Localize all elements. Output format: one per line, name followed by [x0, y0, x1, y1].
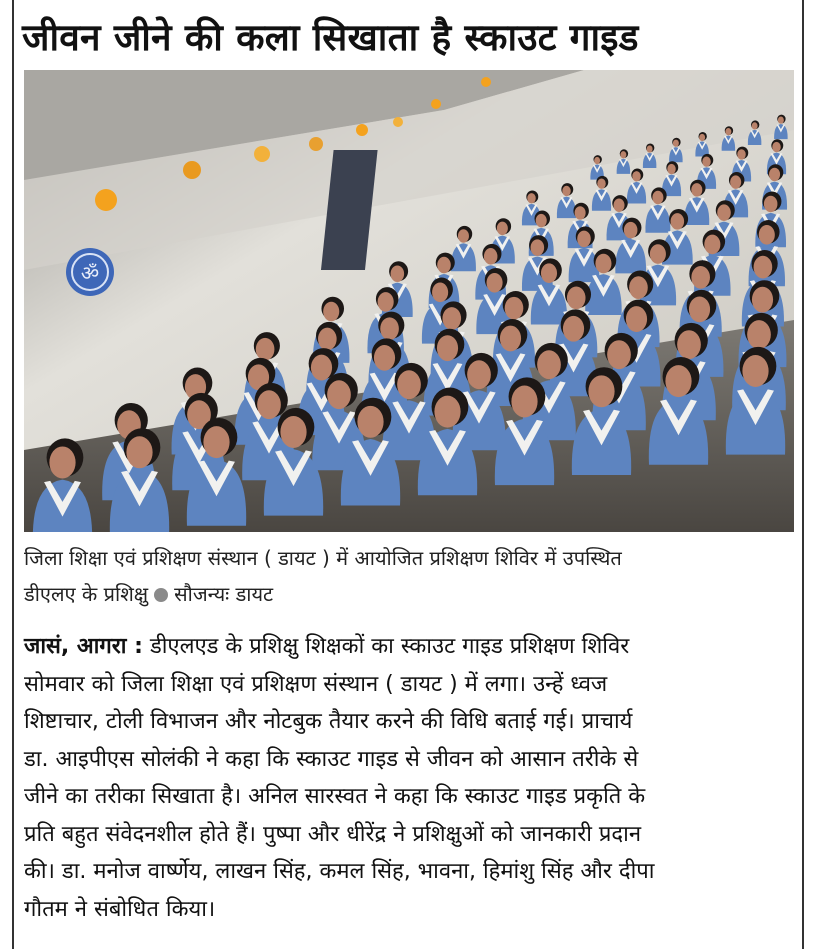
- student-face: [673, 140, 679, 147]
- student-face: [318, 328, 337, 351]
- student-face: [378, 292, 394, 312]
- student-face: [531, 239, 545, 256]
- student-face: [742, 355, 768, 387]
- student-face: [747, 320, 771, 349]
- student-face: [327, 380, 351, 409]
- wall-emblem: [66, 248, 114, 296]
- student-face: [624, 222, 638, 239]
- student-face: [536, 214, 547, 227]
- caption-line-2: [24, 576, 794, 612]
- student-face: [717, 204, 731, 221]
- news-photo: [24, 70, 794, 532]
- student-face: [752, 287, 773, 313]
- student-face: [691, 183, 702, 196]
- student-face: [562, 186, 571, 196]
- student-face: [467, 360, 491, 389]
- student-face: [595, 254, 611, 274]
- student-face: [437, 257, 451, 274]
- student-face: [567, 287, 586, 310]
- student-face: [374, 345, 395, 371]
- article-line: जीने का तरीका सिखाता है। अनिल सारस्वत ने कहा कि स्काउट गाइड प्रकृति के: [24, 784, 646, 809]
- student-face: [577, 231, 591, 248]
- student-face: [380, 317, 399, 340]
- student-face: [484, 248, 498, 265]
- caption-line-1: जिला शिक्षा एवं प्रशिक्षण संस्थान ( डायट ) में आयोजित प्रशिक्षण शिविर में उपस्थित: [24, 546, 622, 570]
- dateline: जासं, आगरा :: [24, 634, 143, 659]
- student-face: [357, 406, 383, 438]
- student-face: [311, 355, 332, 381]
- student-face: [500, 326, 521, 352]
- student-face: [702, 157, 711, 167]
- student-face: [778, 116, 784, 123]
- student-face: [691, 266, 710, 289]
- student-face: [434, 396, 460, 428]
- student-face: [588, 375, 614, 407]
- svg-text:ॐ: ॐ: [80, 261, 100, 285]
- student-face: [442, 307, 461, 330]
- bullet-dot-icon: [154, 588, 168, 602]
- caption-line-2-text: डीएलए के प्रशिक्षु: [24, 582, 149, 606]
- article-line: सोमवार को जिला शिक्षा एवं प्रशिक्षण संस्थान ( डायट ) में लगा। उन्हें ध्वज: [24, 671, 608, 697]
- student-face: [769, 168, 780, 181]
- student-face: [613, 199, 624, 212]
- student-face: [203, 426, 229, 458]
- student-face: [699, 134, 705, 141]
- student-face: [754, 256, 773, 279]
- article-line: गौतम ने संबोधित किया।: [24, 896, 216, 922]
- article-line-1-rest: डीएलएड के प्रशिक्षु शिक्षकों का स्काउट गाइड प्रशिक्षण शिविर: [149, 634, 630, 659]
- student-face: [511, 385, 537, 417]
- photo-credit: सौजन्यः डायट: [174, 582, 274, 606]
- article-line: डा. आइपीएस सोलंकी ने कहा कि स्काउट गाइड से जीवन को आसान तरीके से: [24, 746, 639, 772]
- student-face: [537, 350, 561, 379]
- student-face: [704, 235, 720, 255]
- student-face: [256, 338, 275, 361]
- student-face: [563, 316, 584, 342]
- student-face: [437, 335, 458, 361]
- student-face: [49, 446, 75, 478]
- student-face: [487, 273, 503, 293]
- student-face: [689, 296, 710, 322]
- student-face: [671, 213, 685, 230]
- student-face: [620, 151, 626, 158]
- student-face: [391, 266, 405, 283]
- student-face: [752, 122, 758, 129]
- article-line: प्रति बहुत संवेदनशील होते हैं। पुष्पा और धीरेंद्र ने प्रशिक्षुओं को जानकारी प्रदान: [24, 821, 642, 847]
- student-face: [647, 145, 653, 152]
- student-face: [594, 157, 600, 164]
- article-line: की। डा. मनोज वार्ष्णेय, लाखन सिंह, कमल सिंह, भावना, हिमांशु सिंह और दीपा: [24, 859, 655, 884]
- photo-caption: [24, 540, 794, 612]
- classroom-photo-illustration: [24, 70, 794, 532]
- student-face: [725, 128, 731, 135]
- student-face: [541, 263, 557, 283]
- student-face: [652, 191, 663, 204]
- student-face: [257, 390, 281, 419]
- headline: जीवन जीने की कला सिखाता है स्काउट गाइड: [22, 16, 639, 59]
- student-face: [126, 436, 152, 468]
- student-face: [323, 302, 339, 322]
- student-face: [497, 222, 508, 235]
- student-face: [677, 330, 701, 359]
- student-face: [607, 340, 631, 369]
- student-face: [667, 164, 676, 174]
- article-body: [24, 628, 794, 928]
- student-face: [626, 306, 647, 332]
- student-face: [759, 225, 775, 245]
- student-face: [629, 276, 648, 299]
- student-face: [737, 149, 746, 159]
- student-face: [665, 365, 691, 397]
- student-face: [730, 175, 741, 188]
- student-face: [764, 196, 778, 213]
- student-face: [432, 283, 448, 303]
- student-face: [575, 206, 586, 219]
- student-face: [527, 193, 536, 203]
- student-face: [650, 244, 666, 264]
- student-face: [505, 297, 524, 320]
- student-face: [280, 416, 306, 448]
- article-line: शिष्टाचार, टोली विभाजन और नोटबुक तैयार करने की विधि बताई गई। प्राचार्य: [24, 709, 633, 734]
- article-line-1: [24, 628, 794, 666]
- student-face: [772, 142, 781, 152]
- student-face: [632, 171, 641, 181]
- student-face: [597, 178, 606, 188]
- student-face: [458, 229, 469, 242]
- student-face: [397, 370, 421, 399]
